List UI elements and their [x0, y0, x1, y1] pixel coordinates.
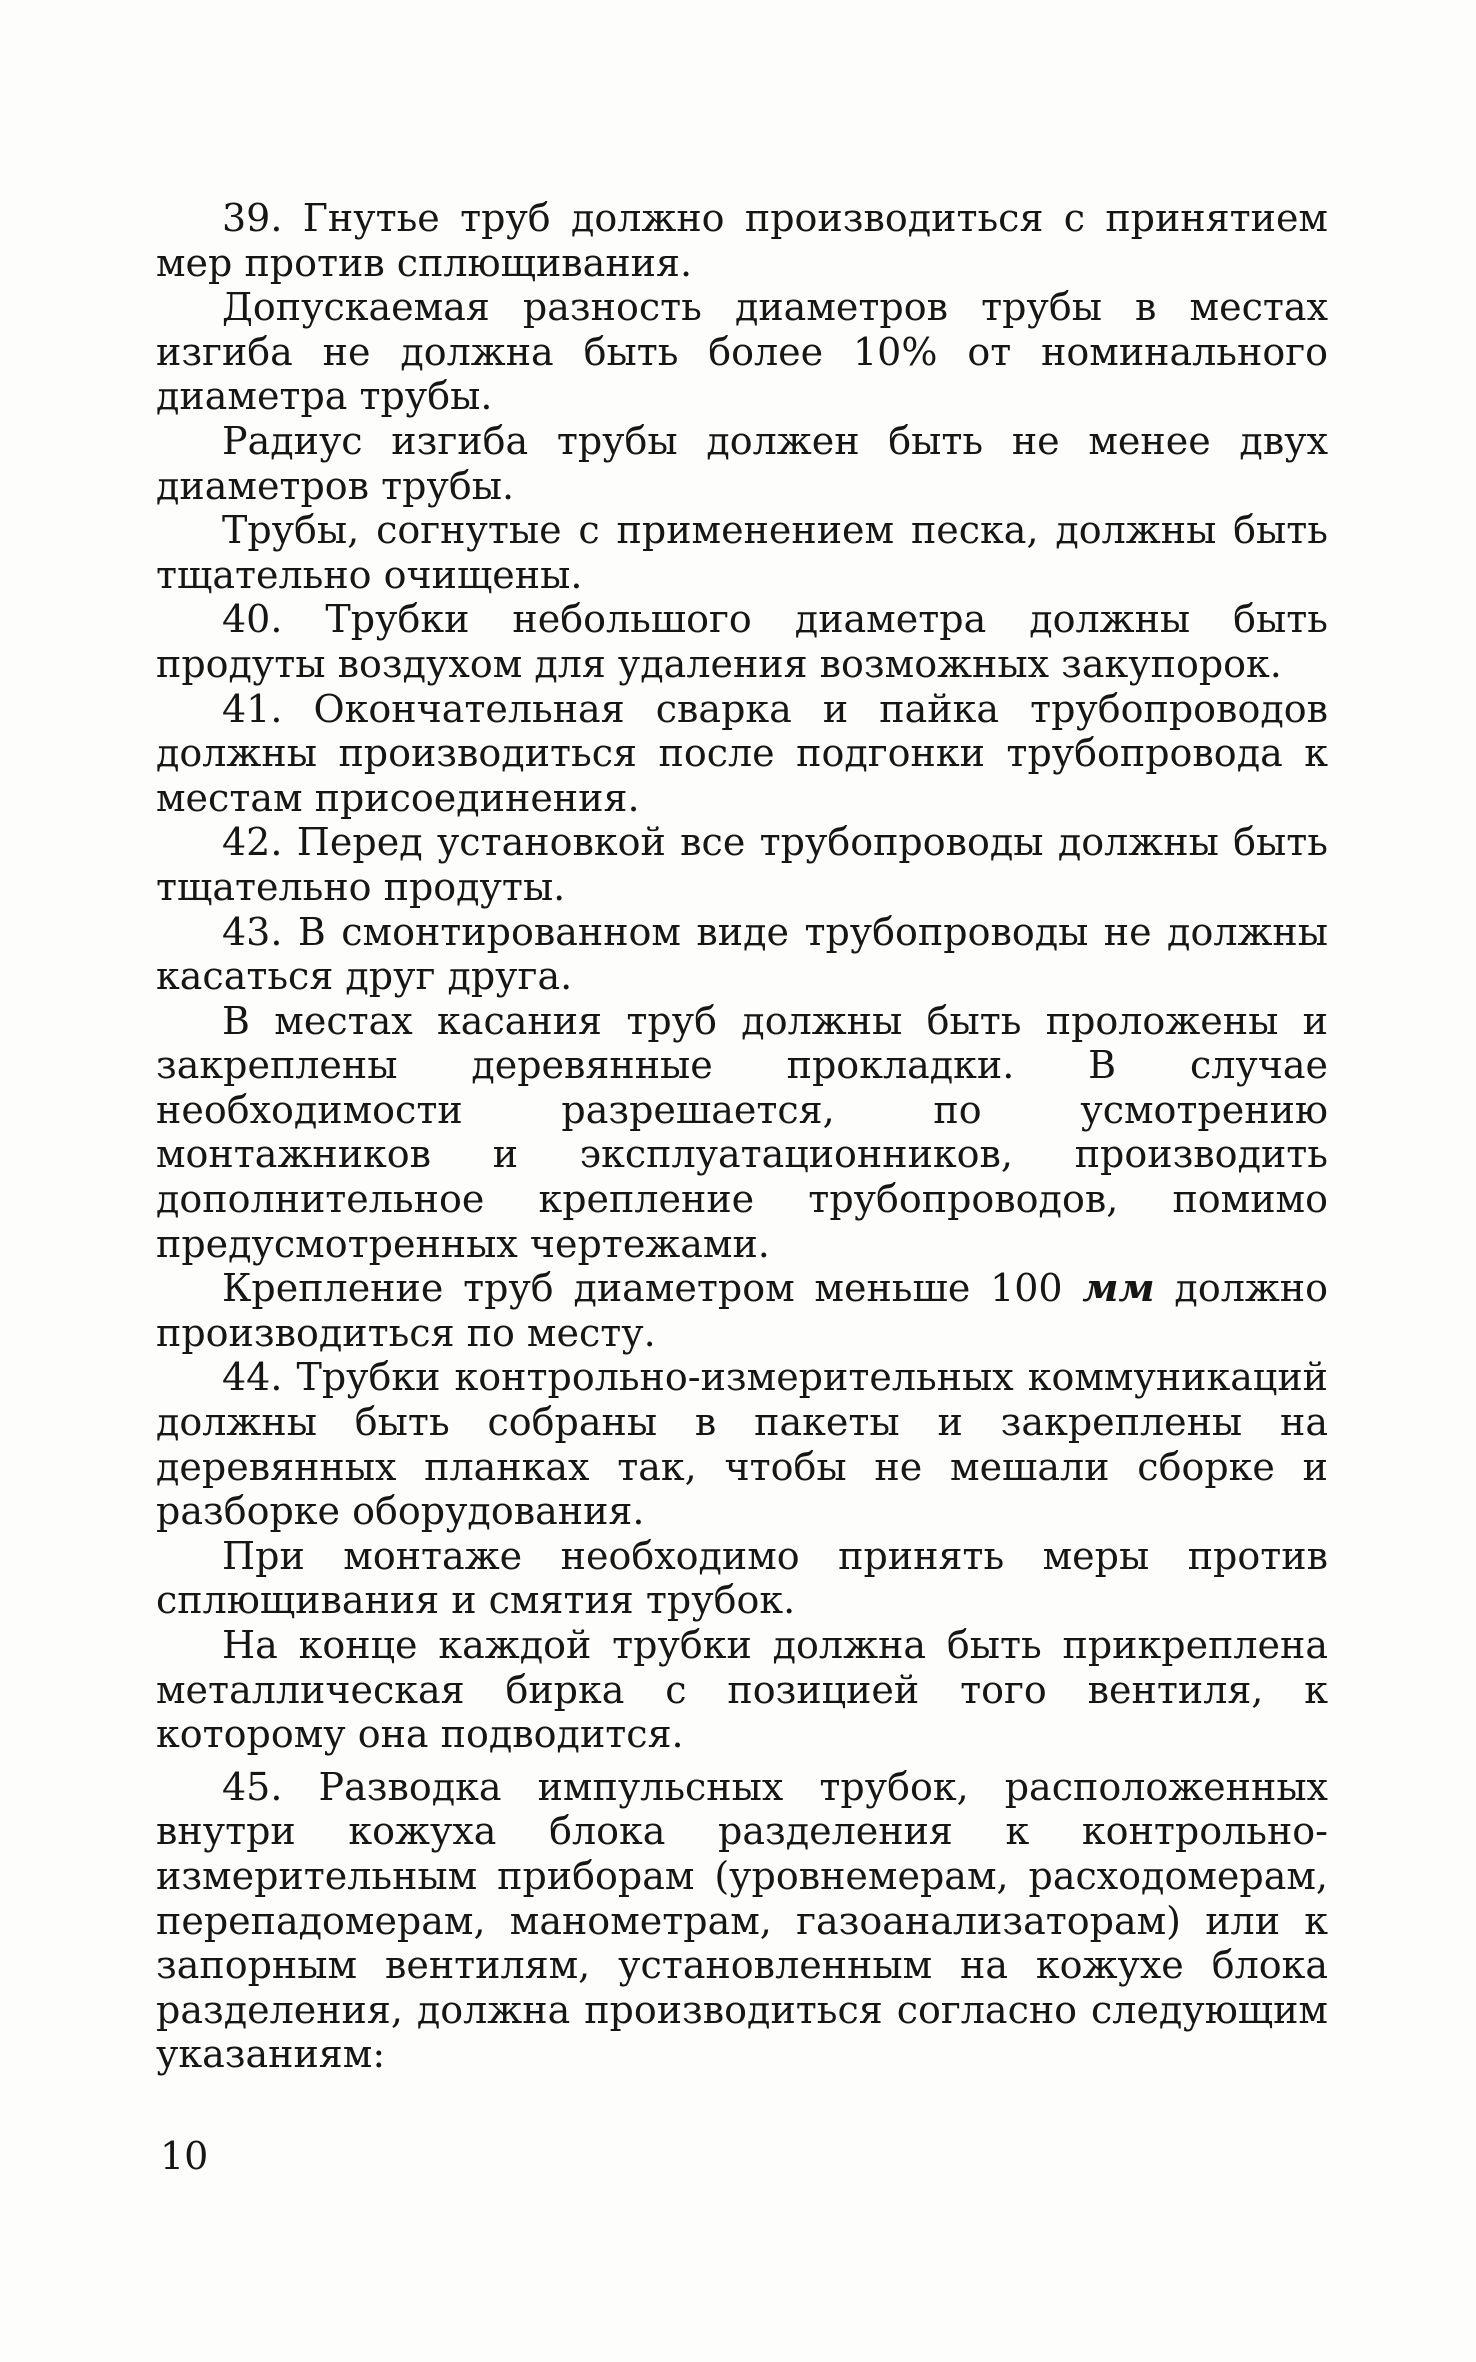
paragraph-40: 40. Трубки небольшого диаметра должны быть продуты воздухом для удаления возможных закупорок.	[156, 597, 1328, 686]
paragraph-43-no-contact: 43. В смонтированном виде трубопроводы не должны касаться друг друга.	[156, 909, 1328, 999]
page-number: 10	[160, 2134, 209, 2178]
paragraph-39-diameter-tolerance: Допускаемая разность диаметров трубы в местах изгиба не должна быть более 10% от номинального диаметра трубы.	[156, 285, 1328, 419]
paragraph-44-tag: На конце каждой трубки должна быть прикреплена металлическая бирка с позицией того вентиля, к которому она подводится.	[156, 1623, 1328, 1757]
fastening-text-before: Крепление труб диаметром меньше 100	[222, 1266, 1083, 1311]
paragraph-43-wooden-spacers: В местах касания труб должны быть проложены и закреплены деревянные прокладки. В случае необходимости разрешается, по усмотрению монтажников и эксплуатационников, производить дополнительное крепление трубопроводов, помимо предусмотренных чертежами.	[156, 998, 1328, 1266]
paragraph-42: 42. Перед установкой все трубопроводы должны быть тщательно продуты.	[156, 820, 1328, 909]
paragraph-45: 45. Разводка импульсных трубок, расположенных внутри кожуха блока разделения к контрольно-измерительным приборам (уровнемерам, расходомерам, перепадомерам, манометрам, газоанализаторам) или к запорным вентилям, установленным на кожухе блока разделения, должна производиться согласно следующим указаниям:	[156, 1764, 1328, 2077]
paragraph-44-flattening: При монтаже необходимо принять меры против сплющивания и смятия трубок.	[156, 1533, 1328, 1623]
paragraph-39-bend-radius: Радиус изгиба трубы должен быть не менее двух диаметров трубы.	[156, 418, 1328, 508]
paragraph-41: 41. Окончательная сварка и пайка трубопроводов должны производиться после подгонки трубопровода к местам присоединения.	[156, 686, 1328, 820]
paragraph-43-fastening	[156, 1266, 1328, 1355]
body-text	[156, 196, 1328, 2077]
paragraph-39-bending: 39. Гнутье труб должно производиться с принятием мер против сплющивания.	[156, 196, 1328, 285]
unit-mm: мм	[1082, 1265, 1155, 1311]
paragraph-44-packets: 44. Трубки контрольно-измерительных коммуникаций должны быть собраны в пакеты и закреплены на деревянных планках так, чтобы не мешали сборке и разборке оборудования.	[156, 1355, 1328, 1534]
fastening-text-after: должно производиться по месту.	[156, 1266, 1329, 1355]
paragraph-39-sand-cleaning: Трубы, согнутые с применением песка, должны быть тщательно очищены.	[156, 508, 1328, 597]
